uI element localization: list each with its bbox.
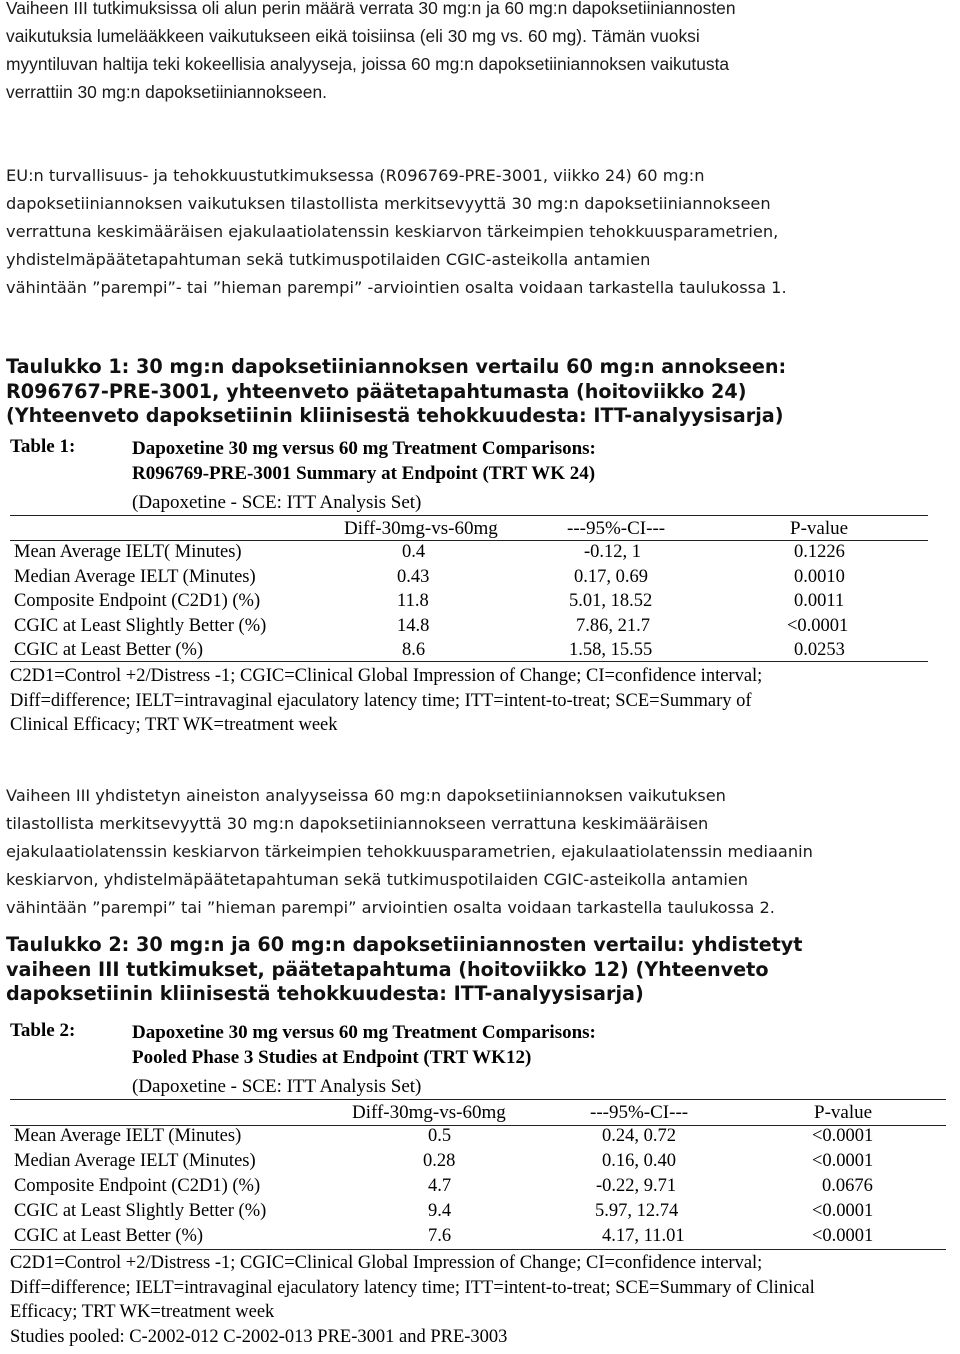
table-label: Table 2: <box>10 1020 76 1041</box>
cell-pvalue: 0.1226 <box>794 542 845 562</box>
pooled-paragraph <box>6 782 954 922</box>
footnote-line: Diff=difference; IELT=intravaginal ejaculatory latency time; ITT=intent-to-treat; SCE=Summary of Clinical <box>10 1277 815 1298</box>
eu-study-paragraph <box>6 162 954 302</box>
footnote-line: C2D1=Control +2/Distress -1; CGIC=Clinical Global Impression of Change; CI=confidence interval; <box>10 666 763 686</box>
cell-diff: 0.28 <box>423 1151 456 1171</box>
table-row <box>0 616 960 641</box>
table-row <box>0 1201 960 1226</box>
table-footnote <box>10 664 762 738</box>
text-line: myyntiluvan haltija teki kokeellisia analyyseja, joissa 60 mg:n dapoksetiiniannoksen vaikutusta <box>6 54 730 74</box>
cell-pvalue: <0.0001 <box>812 1226 874 1246</box>
table-footnote <box>10 1251 815 1349</box>
cell-pvalue: <0.0001 <box>812 1201 874 1221</box>
cell-diff: 14.8 <box>397 615 430 636</box>
table-row <box>0 1176 960 1201</box>
table-row <box>0 567 960 592</box>
footnote-line: Studies pooled: C-2002-012 C-2002-013 PRE-3001 and PRE-3003 <box>10 1326 508 1347</box>
row-label: Mean Average IELT (Minutes) <box>14 1126 242 1146</box>
text-line: vähintään ”parempi”- tai ”hieman parempi” -arviointien osalta voidaan tarkastella taulukossa 1. <box>6 278 787 297</box>
cell-ci: -0.12, 1 <box>584 542 642 562</box>
table-title-line: Pooled Phase 3 Studies at Endpoint (TRT WK12) <box>132 1047 532 1068</box>
table-label: Table 1: <box>10 436 76 457</box>
text-line: Vaiheen III tutkimuksissa oli alun perin määrä verrata 30 mg:n ja 60 mg:n dapoksetiiniannosten <box>6 0 736 18</box>
row-label: CGIC at Least Slightly Better (%) <box>14 615 267 636</box>
cell-pvalue: <0.0001 <box>812 1151 874 1171</box>
cell-pvalue: 0.0011 <box>794 591 845 611</box>
table-2-caption <box>6 933 954 1007</box>
cell-ci: -0.22, 9.71 <box>596 1176 677 1196</box>
caption-line: (Yhteenveto dapoksetiinin kliinisestä tehokkuudesta: ITT-analyysisarja) <box>6 404 784 427</box>
cell-diff: 0.5 <box>428 1126 452 1146</box>
text-line: Vaiheen III yhdistetyn aineiston analyyseissa 60 mg:n dapoksetiiniannoksen vaikutuksen <box>6 786 726 805</box>
table-2-figure <box>0 1020 960 1350</box>
text-line: ejakulaatiolatenssin keskiarvon tärkeimpien tehokkuusparametrien, ejakulaatiolatenssin mediaanin <box>6 842 813 861</box>
table-top-rule <box>10 515 928 516</box>
table-title <box>132 1020 596 1070</box>
footnote-line: Diff=difference; IELT=intravaginal ejaculatory latency time; ITT=intent-to-treat; SCE=Summary of <box>10 690 752 711</box>
table-1-figure <box>0 436 960 736</box>
table-title-line: Dapoxetine 30 mg versus 60 mg Treatment Comparisons: <box>132 438 596 459</box>
table-title-line: R096769-PRE-3001 Summary at Endpoint (TRT WK 24) <box>132 463 596 484</box>
table-row <box>0 1126 960 1151</box>
table-row <box>0 1151 960 1176</box>
cell-diff: 8.6 <box>402 640 426 660</box>
table-bottom-rule <box>10 1249 946 1250</box>
text-line: vähintään ”parempi” tai ”hieman parempi” arviointien osalta voidaan tarkastella taulukossa 2. <box>6 898 775 917</box>
caption-line: dapoksetiinin kliinisestä tehokkuudesta: ITT-analyysisarja) <box>6 982 644 1005</box>
cell-ci: 1.58, 15.55 <box>569 640 653 660</box>
cell-diff: 11.8 <box>397 591 429 611</box>
cell-ci: 7.86, 21.7 <box>576 615 650 636</box>
cell-pvalue: <0.0001 <box>812 1126 874 1146</box>
cell-ci: 0.24, 0.72 <box>602 1126 676 1146</box>
row-label: Composite Endpoint (C2D1) (%) <box>14 1176 261 1196</box>
cell-diff: 0.43 <box>397 566 430 587</box>
cell-pvalue: <0.0001 <box>787 615 849 636</box>
cell-ci: 0.16, 0.40 <box>602 1151 676 1171</box>
cell-diff: 0.4 <box>402 542 426 562</box>
caption-line: Taulukko 2: 30 mg:n ja 60 mg:n dapoksetiiniannosten vertailu: yhdistetyt <box>6 933 803 956</box>
table-title <box>132 436 596 486</box>
cell-ci: 5.01, 18.52 <box>569 591 653 611</box>
cell-ci: 0.17, 0.69 <box>574 566 648 587</box>
table-bottom-rule <box>10 661 928 662</box>
cell-ci: 5.97, 12.74 <box>595 1201 679 1221</box>
row-label: CGIC at Least Better (%) <box>14 1226 204 1246</box>
row-label: CGIC at Least Slightly Better (%) <box>14 1201 267 1221</box>
text-line: vaikutuksia lumelääkkeen vaikutukseen eikä toisiinsa (eli 30 mg vs. 60 mg). Tämän vuoksi <box>6 26 700 46</box>
footnote-line: C2D1=Control +2/Distress -1; CGIC=Clinical Global Impression of Change; CI=confidence interval; <box>10 1253 763 1273</box>
table-subtitle: (Dapoxetine - SCE: ITT Analysis Set) <box>132 1076 422 1097</box>
header-pvalue: P-value <box>790 518 849 539</box>
table-header-rule <box>10 540 928 541</box>
header-diff: Diff-30mg-vs-60mg <box>352 1102 506 1123</box>
text-line: keskiarvon, yhdistelmäpäätetapahtuman sekä tutkimuspotilaiden CGIC-asteikolla antamien <box>6 870 749 889</box>
text-line: tilastollista merkitsevyyttä 30 mg:n dapoksetiiniannokseen verrattuna keskimääräisen <box>6 814 709 833</box>
text-line: verrattiin 30 mg:n dapoksetiiniannokseen. <box>6 82 327 102</box>
table-title-line: Dapoxetine 30 mg versus 60 mg Treatment Comparisons: <box>132 1022 596 1043</box>
row-label: Composite Endpoint (C2D1) (%) <box>14 591 261 611</box>
table-row <box>0 591 960 616</box>
cell-diff: 9.4 <box>428 1201 452 1221</box>
caption-line: R096767-PRE-3001, yhteenveto päätetapahtumasta (hoitoviikko 24) <box>6 379 747 403</box>
footnote-line: Clinical Efficacy; TRT WK=treatment week <box>10 715 338 735</box>
table-subtitle: (Dapoxetine - SCE: ITT Analysis Set) <box>132 492 422 513</box>
table-row <box>0 542 960 567</box>
cell-pvalue: 0.0010 <box>794 566 845 587</box>
row-label: Mean Average IELT( Minutes) <box>14 542 242 562</box>
table-1-caption <box>6 355 954 429</box>
row-label: CGIC at Least Better (%) <box>14 640 204 660</box>
header-ci: ---95%-CI--- <box>590 1102 689 1123</box>
cell-ci: 4.17, 11.01 <box>602 1226 685 1246</box>
header-pvalue: P-value <box>814 1102 873 1123</box>
cell-pvalue: 0.0676 <box>822 1176 873 1196</box>
header-ci: ---95%-CI--- <box>567 518 666 539</box>
header-diff: Diff-30mg-vs-60mg <box>344 518 498 539</box>
row-label: Median Average IELT (Minutes) <box>14 566 256 587</box>
text-line: dapoksetiiniannoksen vaikutuksen tilastollista merkitsevyyttä 30 mg:n dapoksetiiniannokseen <box>6 194 771 213</box>
table-row <box>0 1226 960 1251</box>
text-line: EU:n turvallisuus- ja tehokkuustutkimuksessa (R096769-PRE-3001, viikko 24) 60 mg:n <box>6 166 705 185</box>
text-line: verrattuna keskimääräisen ejakulaatiolatenssin keskiarvon tärkeimpien tehokkuusparametrien, <box>6 222 779 241</box>
cell-diff: 4.7 <box>428 1176 452 1196</box>
cell-diff: 7.6 <box>428 1226 452 1246</box>
caption-line: vaiheen III tutkimukset, päätetapahtuma (hoitoviikko 12) (Yhteenveto <box>6 957 769 981</box>
footnote-line: Efficacy; TRT WK=treatment week <box>10 1302 275 1322</box>
caption-line: Taulukko 1: 30 mg:n dapoksetiiniannoksen vertailu 60 mg:n annokseen: <box>6 355 787 378</box>
text-line: yhdistelmäpäätetapahtuman sekä tutkimuspotilaiden CGIC-asteikolla antamien <box>6 250 651 269</box>
row-label: Median Average IELT (Minutes) <box>14 1151 256 1171</box>
intro-paragraph <box>6 0 954 106</box>
cell-pvalue: 0.0253 <box>794 640 845 660</box>
table-top-rule <box>10 1099 946 1100</box>
